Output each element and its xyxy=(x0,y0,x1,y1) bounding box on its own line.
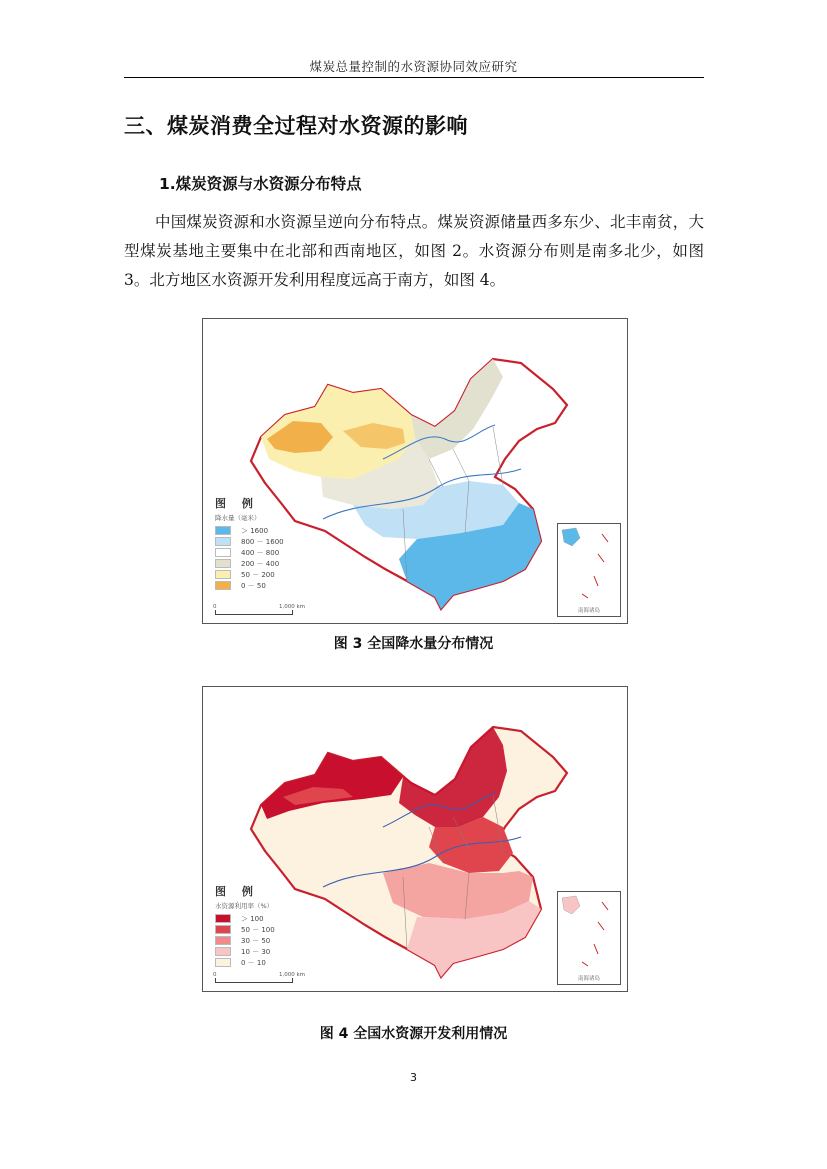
legend-item xyxy=(215,580,284,591)
precipitation-legend xyxy=(215,495,284,591)
legend-swatch xyxy=(215,925,231,934)
legend-item xyxy=(215,957,275,968)
legend-label: 200 － 400 xyxy=(241,559,280,568)
precipitation-map-figure xyxy=(202,318,628,624)
legend-swatch xyxy=(215,581,231,590)
legend-unit: 降水量（毫米） xyxy=(215,514,261,522)
legend-swatch xyxy=(215,936,231,945)
legend-label: 30 － 50 xyxy=(241,936,271,945)
legend-label: 50 － 100 xyxy=(241,925,275,934)
subsection-heading: 1.煤炭资源与水资源分布特点 xyxy=(159,175,362,193)
scale-label-end: 1,000 km xyxy=(279,972,306,978)
legend-swatch xyxy=(215,947,231,956)
legend-item xyxy=(215,935,275,946)
header-rule xyxy=(124,77,704,78)
south-sea-inset xyxy=(557,523,621,617)
scale-label-end: 1,000 km xyxy=(279,604,306,610)
scale-bar xyxy=(215,978,293,983)
legend-title: 图 例 xyxy=(215,885,259,898)
legend-rows xyxy=(215,913,275,968)
legend-swatch xyxy=(215,914,231,923)
south-sea-inset-map xyxy=(558,524,620,616)
legend-item xyxy=(215,558,284,569)
south-sea-inset xyxy=(557,891,621,985)
legend-swatch xyxy=(215,958,231,967)
legend-title: 图 例 xyxy=(215,497,259,510)
south-sea-inset-map xyxy=(558,892,620,984)
legend-label: 10 － 30 xyxy=(241,947,271,956)
legend-label: 50 － 200 xyxy=(241,570,275,579)
legend-item xyxy=(215,525,284,536)
legend-item xyxy=(215,536,284,547)
legend-item xyxy=(215,913,275,924)
legend-item xyxy=(215,547,284,558)
legend-label: 0 － 50 xyxy=(241,581,266,590)
inset-label: 南海诸岛 xyxy=(577,976,600,982)
legend-swatch xyxy=(215,526,231,535)
figure-4-caption: 图 4 全国水资源开发利用情况 xyxy=(319,1026,508,1042)
legend-item xyxy=(215,569,284,580)
legend-label: 0 － 10 xyxy=(241,958,266,967)
legend-swatch xyxy=(215,537,231,546)
legend-item xyxy=(215,946,275,957)
legend-label: ＞ 1600 xyxy=(241,526,269,535)
scale-label-start: 0 xyxy=(213,604,217,610)
body-paragraph: 中国煤炭资源和水资源呈逆向分布特点。煤炭资源储量西多东少、北丰南贫，大型煤炭基地主要集中在北部和西南地区，如图 2。水资源分布则是南多北少，如图 3。北方地区水资源开发利用程度远高于南方，如图 4。 xyxy=(124,213,704,289)
legend-rows xyxy=(215,525,284,591)
running-header: 煤炭总量控制的水资源协同效应研究 xyxy=(309,59,518,74)
legend-swatch xyxy=(215,559,231,568)
figure-3-caption: 图 3 全国降水量分布情况 xyxy=(333,636,494,652)
legend-label: 400 － 800 xyxy=(241,548,280,557)
inset-label: 南海诸岛 xyxy=(577,608,600,614)
scale-bar xyxy=(215,610,293,615)
water-use-map-figure xyxy=(202,686,628,992)
section-heading: 三、煤炭消费全过程对水资源的影响 xyxy=(124,114,468,138)
page-number: 3 xyxy=(410,1071,417,1084)
water-use-legend xyxy=(215,883,275,968)
legend-swatch xyxy=(215,570,231,579)
legend-label: 800 － 1600 xyxy=(241,537,284,546)
legend-label: ＞ 100 xyxy=(241,914,264,923)
legend-unit: 水资源利用率（%） xyxy=(215,902,274,910)
legend-swatch xyxy=(215,548,231,557)
legend-item xyxy=(215,924,275,935)
scale-label-start: 0 xyxy=(213,972,217,978)
